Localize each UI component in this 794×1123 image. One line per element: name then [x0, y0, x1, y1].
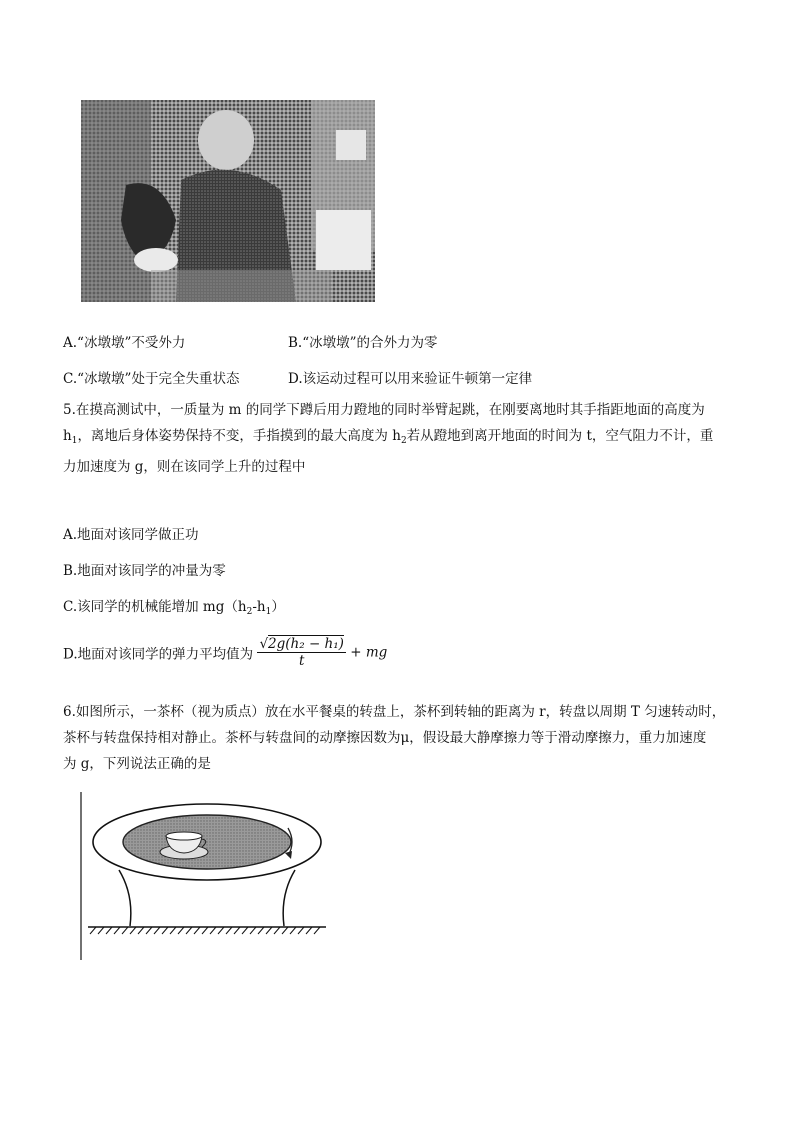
q5-stem-line-1: 5.在摸高测试中，一质量为 m 的同学下蹲后用力蹬地的同时举臂起跳，在刚要离地时其手指距地面的高度为 [63, 402, 705, 418]
q4-option-a: A.“冰墩墩”不受外力 [63, 335, 186, 351]
q4-option-c: C.“冰墩墩”处于完全失重状态 [63, 371, 240, 387]
q5-stem-line-3: 力加速度为 g，则在该同学上升的过程中 [63, 459, 306, 475]
q6-stem-line-1: 6.如图所示，一茶杯（视为质点）放在水平餐桌的转盘上，茶杯到转轴的距离为 r，转盘以周期 T 匀速转动时， [63, 704, 726, 720]
q5-stem-line-2: $h_1$，离地后身体姿势保持不变，手指摸到的最大高度为 $h_2$若从蹬地到离开地面的时间为 t，空气阻力不计，重 [63, 428, 714, 446]
q4-option-b: B.“冰墩墩”的合外力为零 [288, 335, 438, 351]
q5-option-c: C.该同学的机械能增加 $mg(h_2-h_1)$ [63, 599, 285, 617]
astronaut-photo [81, 100, 375, 302]
q6-stem-line-2: 茶杯与转盘保持相对静止。茶杯与转盘间的动摩擦因数为μ，假设最大静摩擦力等于滑动摩擦力，重力加速度 [63, 730, 707, 746]
q5-option-b: B.地面对该同学的冲量为零 [63, 563, 226, 579]
q5-option-d: D.地面对该同学的弹力平均值为 $\frac{\text{√2g(h₂ − h₁)}}{t}$ + mg [63, 636, 388, 669]
turntable-teacup-figure [74, 790, 336, 962]
q6-stem-line-3: 为 g，下列说法正确的是 [63, 756, 211, 772]
fraction: $\frac{\text{√2g(h₂ − h₁)}}{t}$ [259, 636, 344, 669]
q5-option-a: A.地面对该同学做正功 [63, 527, 199, 543]
q5-stem [63, 397, 753, 480]
q6-stem [63, 699, 753, 777]
q4-option-d: D.该运动过程可以用来验证牛顿第一定律 [288, 371, 533, 387]
